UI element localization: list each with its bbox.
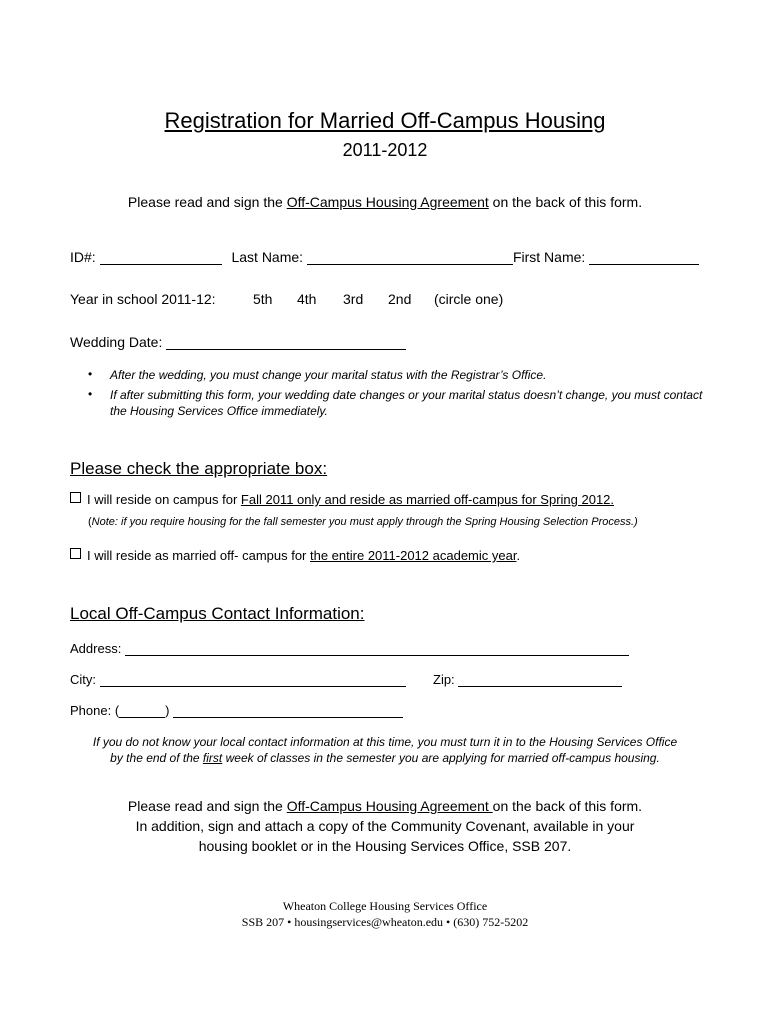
bullet-text: If after submitting this form, your wedding date changes or your marital status doesn’t change, you must contact the Housing Services Office immediately. xyxy=(110,388,703,418)
contact-note-line1: If you do not know your local contact information at this time, you must turn it in to the Housing Services Office xyxy=(92,735,678,749)
city-label: City: xyxy=(70,672,96,687)
address-row xyxy=(70,641,629,656)
phone-area-code-field[interactable] xyxy=(119,703,165,718)
phone-label: Phone: ( xyxy=(70,703,120,718)
closing-suffix: on the back of this form. xyxy=(492,798,643,814)
footer-office-name: Wheaton College Housing Services Office xyxy=(282,899,488,913)
agreement-link[interactable]: Off-Campus Housing Agreement xyxy=(286,194,489,210)
phone-close-paren: ) xyxy=(165,703,170,718)
intro-prefix: Please read and sign the xyxy=(127,194,287,210)
option1-underlined: Fall 2011 only and reside as married off-campus for Spring 2012. xyxy=(240,492,615,507)
closing-line3: housing booklet or in the Housing Services Office, SSB 207. xyxy=(198,838,572,854)
last-name-label: Last Name: xyxy=(231,249,304,265)
check-box-heading: Please check the appropriate box: xyxy=(70,459,328,478)
closing-agreement-link[interactable]: Off-Campus Housing Agreement xyxy=(286,798,493,814)
list-item xyxy=(88,367,708,383)
city-row xyxy=(70,672,406,687)
closing-line2: In addition, sign and attach a copy of the Community Covenant, available in your xyxy=(135,818,635,834)
first-name-field[interactable] xyxy=(589,250,699,265)
wedding-date-row xyxy=(70,334,406,350)
fall-housing-note xyxy=(88,516,638,528)
contact-note-suffix: week of classes in the semester you are applying for married off-campus housing. xyxy=(222,751,660,765)
bullet-icon: • xyxy=(88,367,93,381)
closing-prefix: Please read and sign the xyxy=(127,798,287,814)
contact-info-note xyxy=(0,734,770,766)
year-option-5th[interactable]: 5th xyxy=(253,291,273,307)
note-open-paren: ( xyxy=(88,516,92,528)
entire-year-checkbox[interactable] xyxy=(70,548,81,559)
year-option-3rd[interactable]: 3rd xyxy=(343,291,364,307)
form-title: Registration for Married Off-Campus Housing xyxy=(164,108,606,133)
first-name-label: First Name: xyxy=(512,249,586,265)
note-text: Note: if you require housing for the fall semester you must apply through the Spring Housing Selection Process.) xyxy=(91,516,638,528)
city-field[interactable] xyxy=(100,672,406,687)
zip-row xyxy=(433,672,622,687)
option2-prefix: I will reside as married off- campus for xyxy=(87,548,310,563)
contact-note-prefix: by the end of the xyxy=(110,751,203,765)
year-option-4th[interactable]: 4th xyxy=(297,291,317,307)
intro-instruction xyxy=(0,194,770,210)
bullet-icon: • xyxy=(88,387,93,401)
zip-label: Zip: xyxy=(433,672,455,687)
office-footer xyxy=(0,898,770,930)
zip-field[interactable] xyxy=(458,672,622,687)
bullet-text: After the wedding, you must change your marital status with the Registrar’s Office. xyxy=(110,368,547,382)
option-fall-only xyxy=(70,492,614,507)
fall-only-checkbox[interactable] xyxy=(70,492,81,503)
academic-year: 2011-2012 xyxy=(342,140,428,160)
last-name-field[interactable] xyxy=(307,250,513,265)
option1-prefix: I will reside on campus for xyxy=(87,492,241,507)
footer-contact-line: SSB 207 • housingservices@wheaton.edu • (630) 752-5202 xyxy=(241,915,529,929)
year-option-2nd[interactable]: 2nd xyxy=(388,291,412,307)
option-entire-year xyxy=(70,548,520,563)
option2-underlined: the entire 2011-2012 academic year xyxy=(310,548,517,563)
id-row xyxy=(70,249,699,265)
wedding-date-field[interactable] xyxy=(166,335,406,350)
closing-line1 xyxy=(0,796,770,816)
address-field[interactable] xyxy=(125,641,629,656)
contact-note-first: first xyxy=(202,751,223,765)
id-field[interactable] xyxy=(100,250,222,265)
wedding-notes xyxy=(88,367,708,423)
year-in-school-label: Year in school 2011-12: xyxy=(70,291,216,307)
closing-instructions xyxy=(0,796,770,856)
id-label: ID#: xyxy=(70,249,96,265)
phone-number-field[interactable] xyxy=(173,703,403,718)
option2-suffix: . xyxy=(516,548,521,563)
intro-suffix: on the back of this form. xyxy=(488,194,643,210)
address-label: Address: xyxy=(70,641,122,656)
phone-row xyxy=(70,703,403,718)
list-item xyxy=(88,387,708,419)
contact-note-line2 xyxy=(0,750,770,766)
contact-heading: Local Off-Campus Contact Information: xyxy=(70,604,365,623)
circle-one-instruction: (circle one) xyxy=(434,291,504,307)
wedding-date-label: Wedding Date: xyxy=(70,334,163,350)
